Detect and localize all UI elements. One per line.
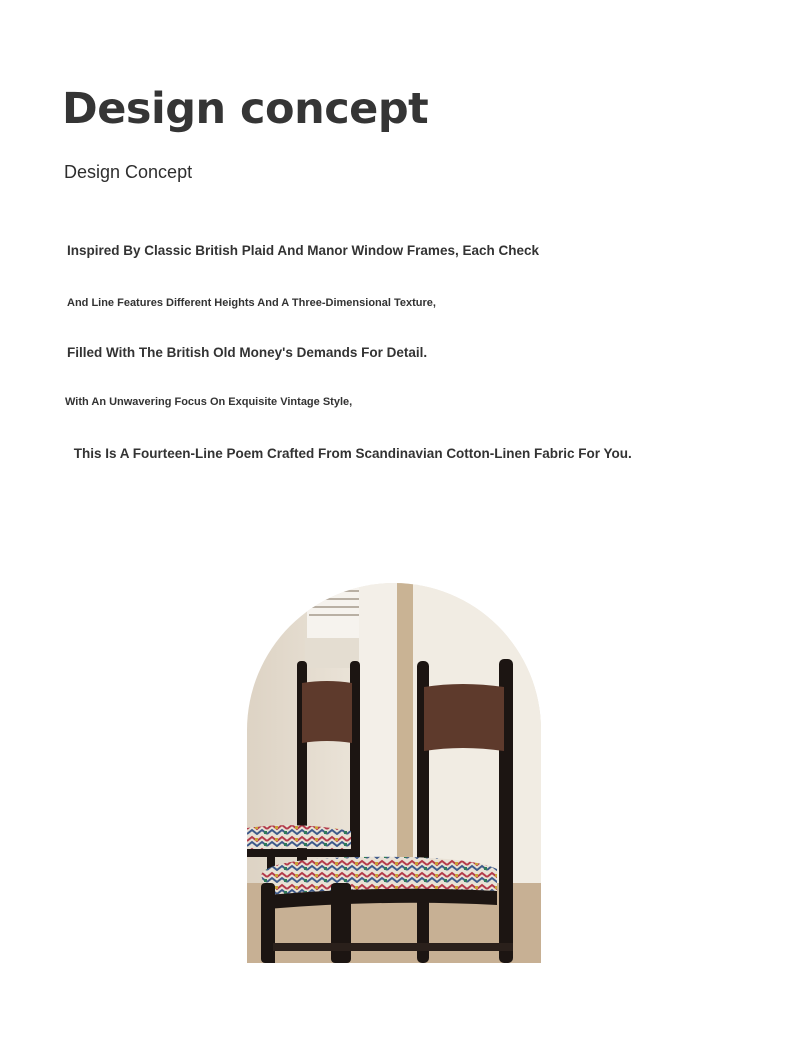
concept-line-3: Filled With The British Old Money's Demands For Detail. — [67, 345, 428, 360]
section-subtitle: Design Concept — [64, 162, 193, 182]
chair-illustration — [247, 583, 541, 963]
concept-line-5: This Is A Fourteen-Line Poem Crafted From Scandinavian Cotton-Linen Fabric For You. — [70, 446, 632, 461]
concept-line-2: And Line Features Different Heights And A Three-Dimensional Texture, — [67, 297, 436, 309]
page-title: Design concept — [62, 84, 429, 134]
concept-line-1: Inspired By Classic British Plaid And Manor Window Frames, Each Check — [67, 243, 539, 258]
concept-line-4: With An Unwavering Focus On Exquisite Vintage Style, — [65, 396, 353, 408]
door-frame — [359, 583, 401, 883]
chair-photo — [247, 583, 541, 963]
